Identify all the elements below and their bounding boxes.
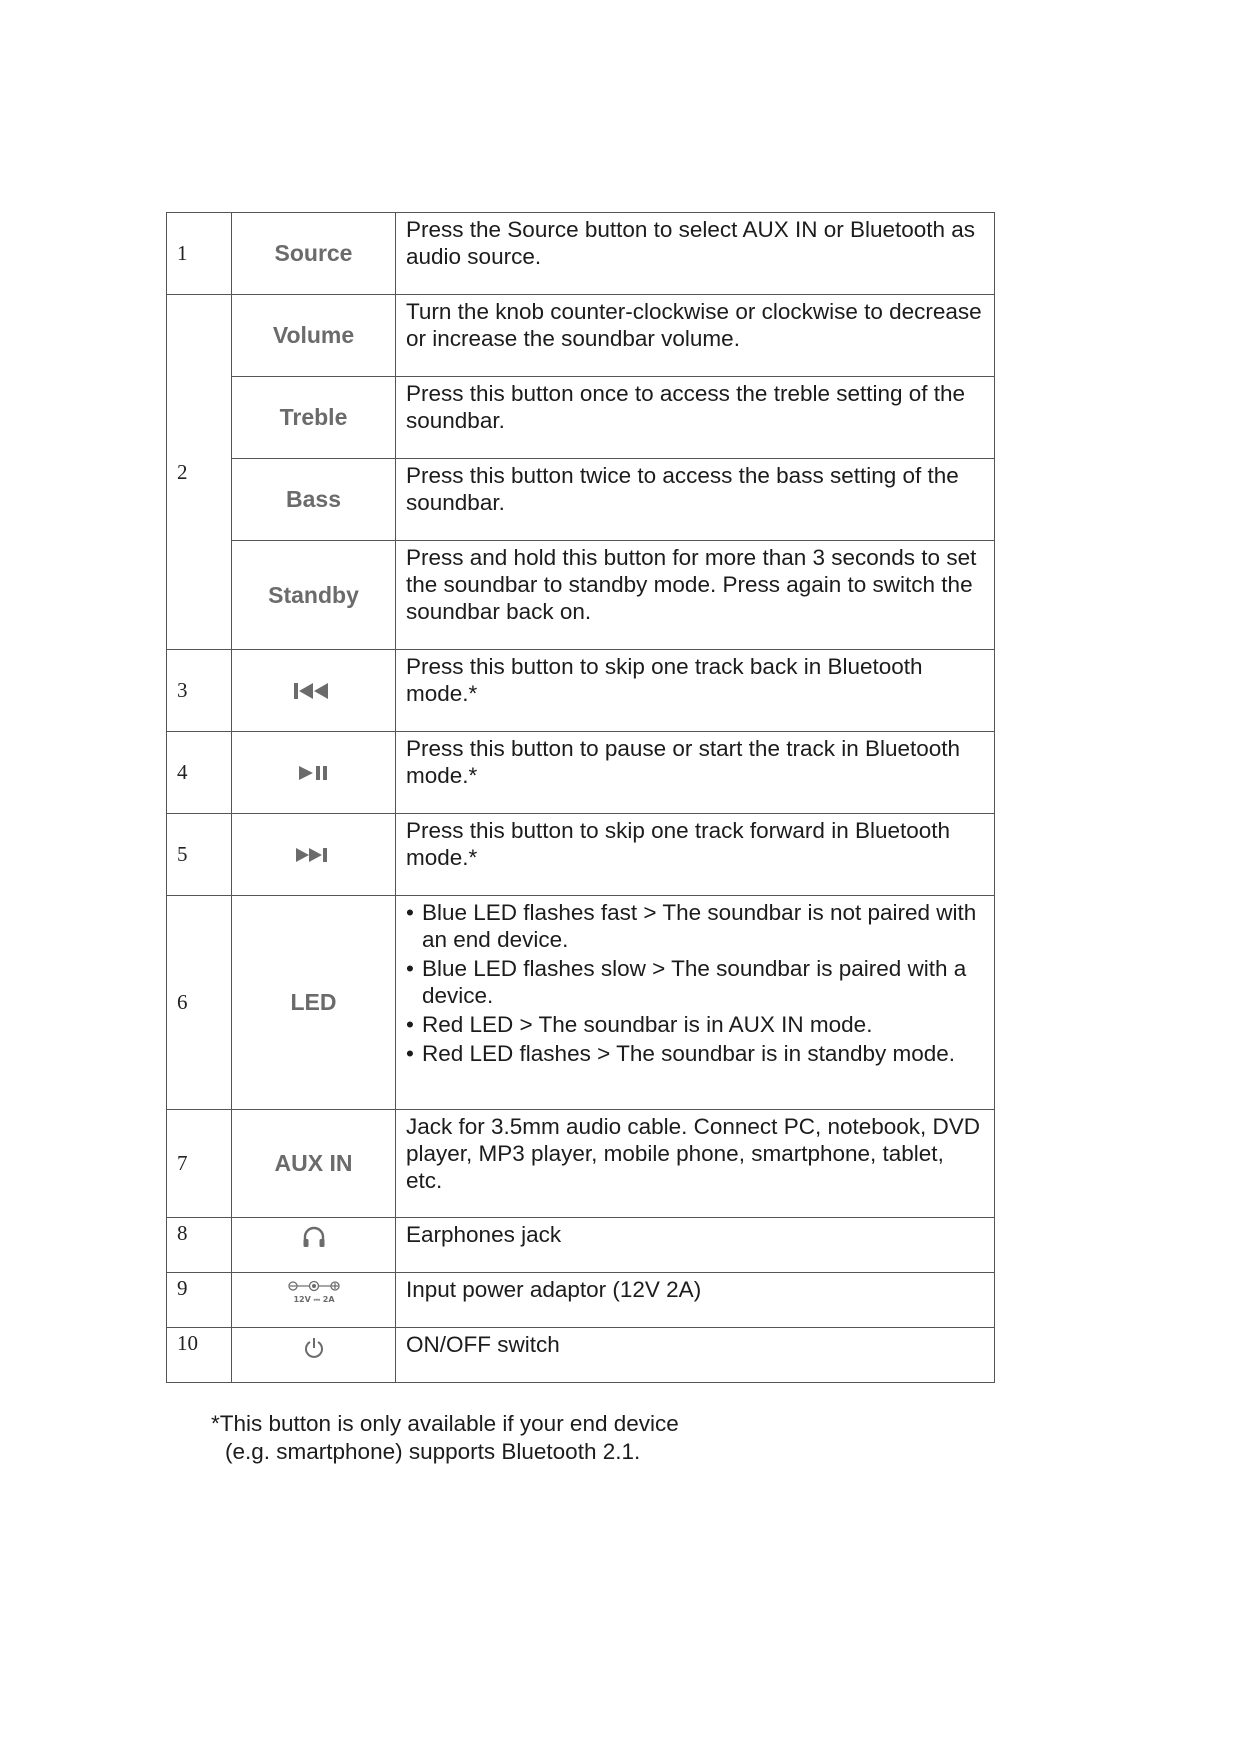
table-row xyxy=(167,1273,995,1328)
control-label-aux-in: AUX IN xyxy=(232,1110,396,1218)
play-pause-icon xyxy=(232,732,396,814)
control-description xyxy=(396,896,995,1110)
row-number: 5 xyxy=(167,814,232,896)
control-description: Press this button once to access the treble setting of the soundbar. xyxy=(396,377,995,459)
power-adaptor-icon xyxy=(232,1273,396,1328)
row-number: 4 xyxy=(167,732,232,814)
controls-table xyxy=(166,212,995,1383)
control-label-bass: Bass xyxy=(232,459,396,541)
control-description: Press this button twice to access the bass setting of the soundbar. xyxy=(396,459,995,541)
control-label-led: LED xyxy=(232,896,396,1110)
table-row xyxy=(167,541,995,650)
control-description: Press the Source button to select AUX IN or Bluetooth as audio source. xyxy=(396,213,995,295)
power-rating-label: 12V ⎓ 2A xyxy=(292,1295,335,1304)
footnote-line: (e.g. smartphone) supports Bluetooth 2.1. xyxy=(225,1439,641,1464)
table-row xyxy=(167,650,995,732)
footnote-line: *This button is only available if your end device xyxy=(211,1411,679,1436)
list-item: • Blue LED flashes fast > The soundbar is not paired with an end device. xyxy=(406,899,985,953)
table-row xyxy=(167,814,995,896)
row-number: 9 xyxy=(167,1273,232,1328)
control-description: Press this button to skip one track back in Bluetooth mode.* xyxy=(396,650,995,732)
table-row xyxy=(167,377,995,459)
table-row xyxy=(167,213,995,295)
table-row xyxy=(167,459,995,541)
control-label-source: Source xyxy=(232,213,396,295)
control-label-volume: Volume xyxy=(232,295,396,377)
led-status-list xyxy=(406,899,985,1067)
power-icon xyxy=(232,1328,396,1383)
row-number: 10 xyxy=(167,1328,232,1383)
control-description: Press this button to pause or start the track in Bluetooth mode.* xyxy=(396,732,995,814)
headphones-icon xyxy=(232,1218,396,1273)
table-row xyxy=(167,295,995,377)
control-description: Press and hold this button for more than 3 seconds to set the soundbar to standby mode. Press again to switch the soundbar back on. xyxy=(396,541,995,650)
footnote xyxy=(211,1410,679,1466)
list-item: • Red LED flashes > The soundbar is in standby mode. xyxy=(406,1040,985,1067)
row-number: 6 xyxy=(167,896,232,1110)
list-item: • Blue LED flashes slow > The soundbar is paired with a device. xyxy=(406,955,985,1009)
control-label-treble: Treble xyxy=(232,377,396,459)
row-number: 3 xyxy=(167,650,232,732)
control-description: Input power adaptor (12V 2A) xyxy=(396,1273,995,1328)
row-number: 7 xyxy=(167,1110,232,1218)
control-description: Jack for 3.5mm audio cable. Connect PC, notebook, DVD player, MP3 player, mobile phone, smartphone, tablet, etc. xyxy=(396,1110,995,1218)
table-row xyxy=(167,1218,995,1273)
table-row xyxy=(167,896,995,1110)
table-row xyxy=(167,732,995,814)
control-description: Turn the knob counter-clockwise or clockwise to decrease or increase the soundbar volume. xyxy=(396,295,995,377)
row-number: 2 xyxy=(167,295,232,650)
table-row xyxy=(167,1110,995,1218)
list-item: • Red LED > The soundbar is in AUX IN mode. xyxy=(406,1011,985,1038)
control-description: Press this button to skip one track forward in Bluetooth mode.* xyxy=(396,814,995,896)
control-description: Earphones jack xyxy=(396,1218,995,1273)
control-label-standby: Standby xyxy=(232,541,396,650)
control-description: ON/OFF switch xyxy=(396,1328,995,1383)
skip-forward-icon xyxy=(232,814,396,896)
row-number: 1 xyxy=(167,213,232,295)
skip-back-icon xyxy=(232,650,396,732)
table-row xyxy=(167,1328,995,1383)
row-number: 8 xyxy=(167,1218,232,1273)
